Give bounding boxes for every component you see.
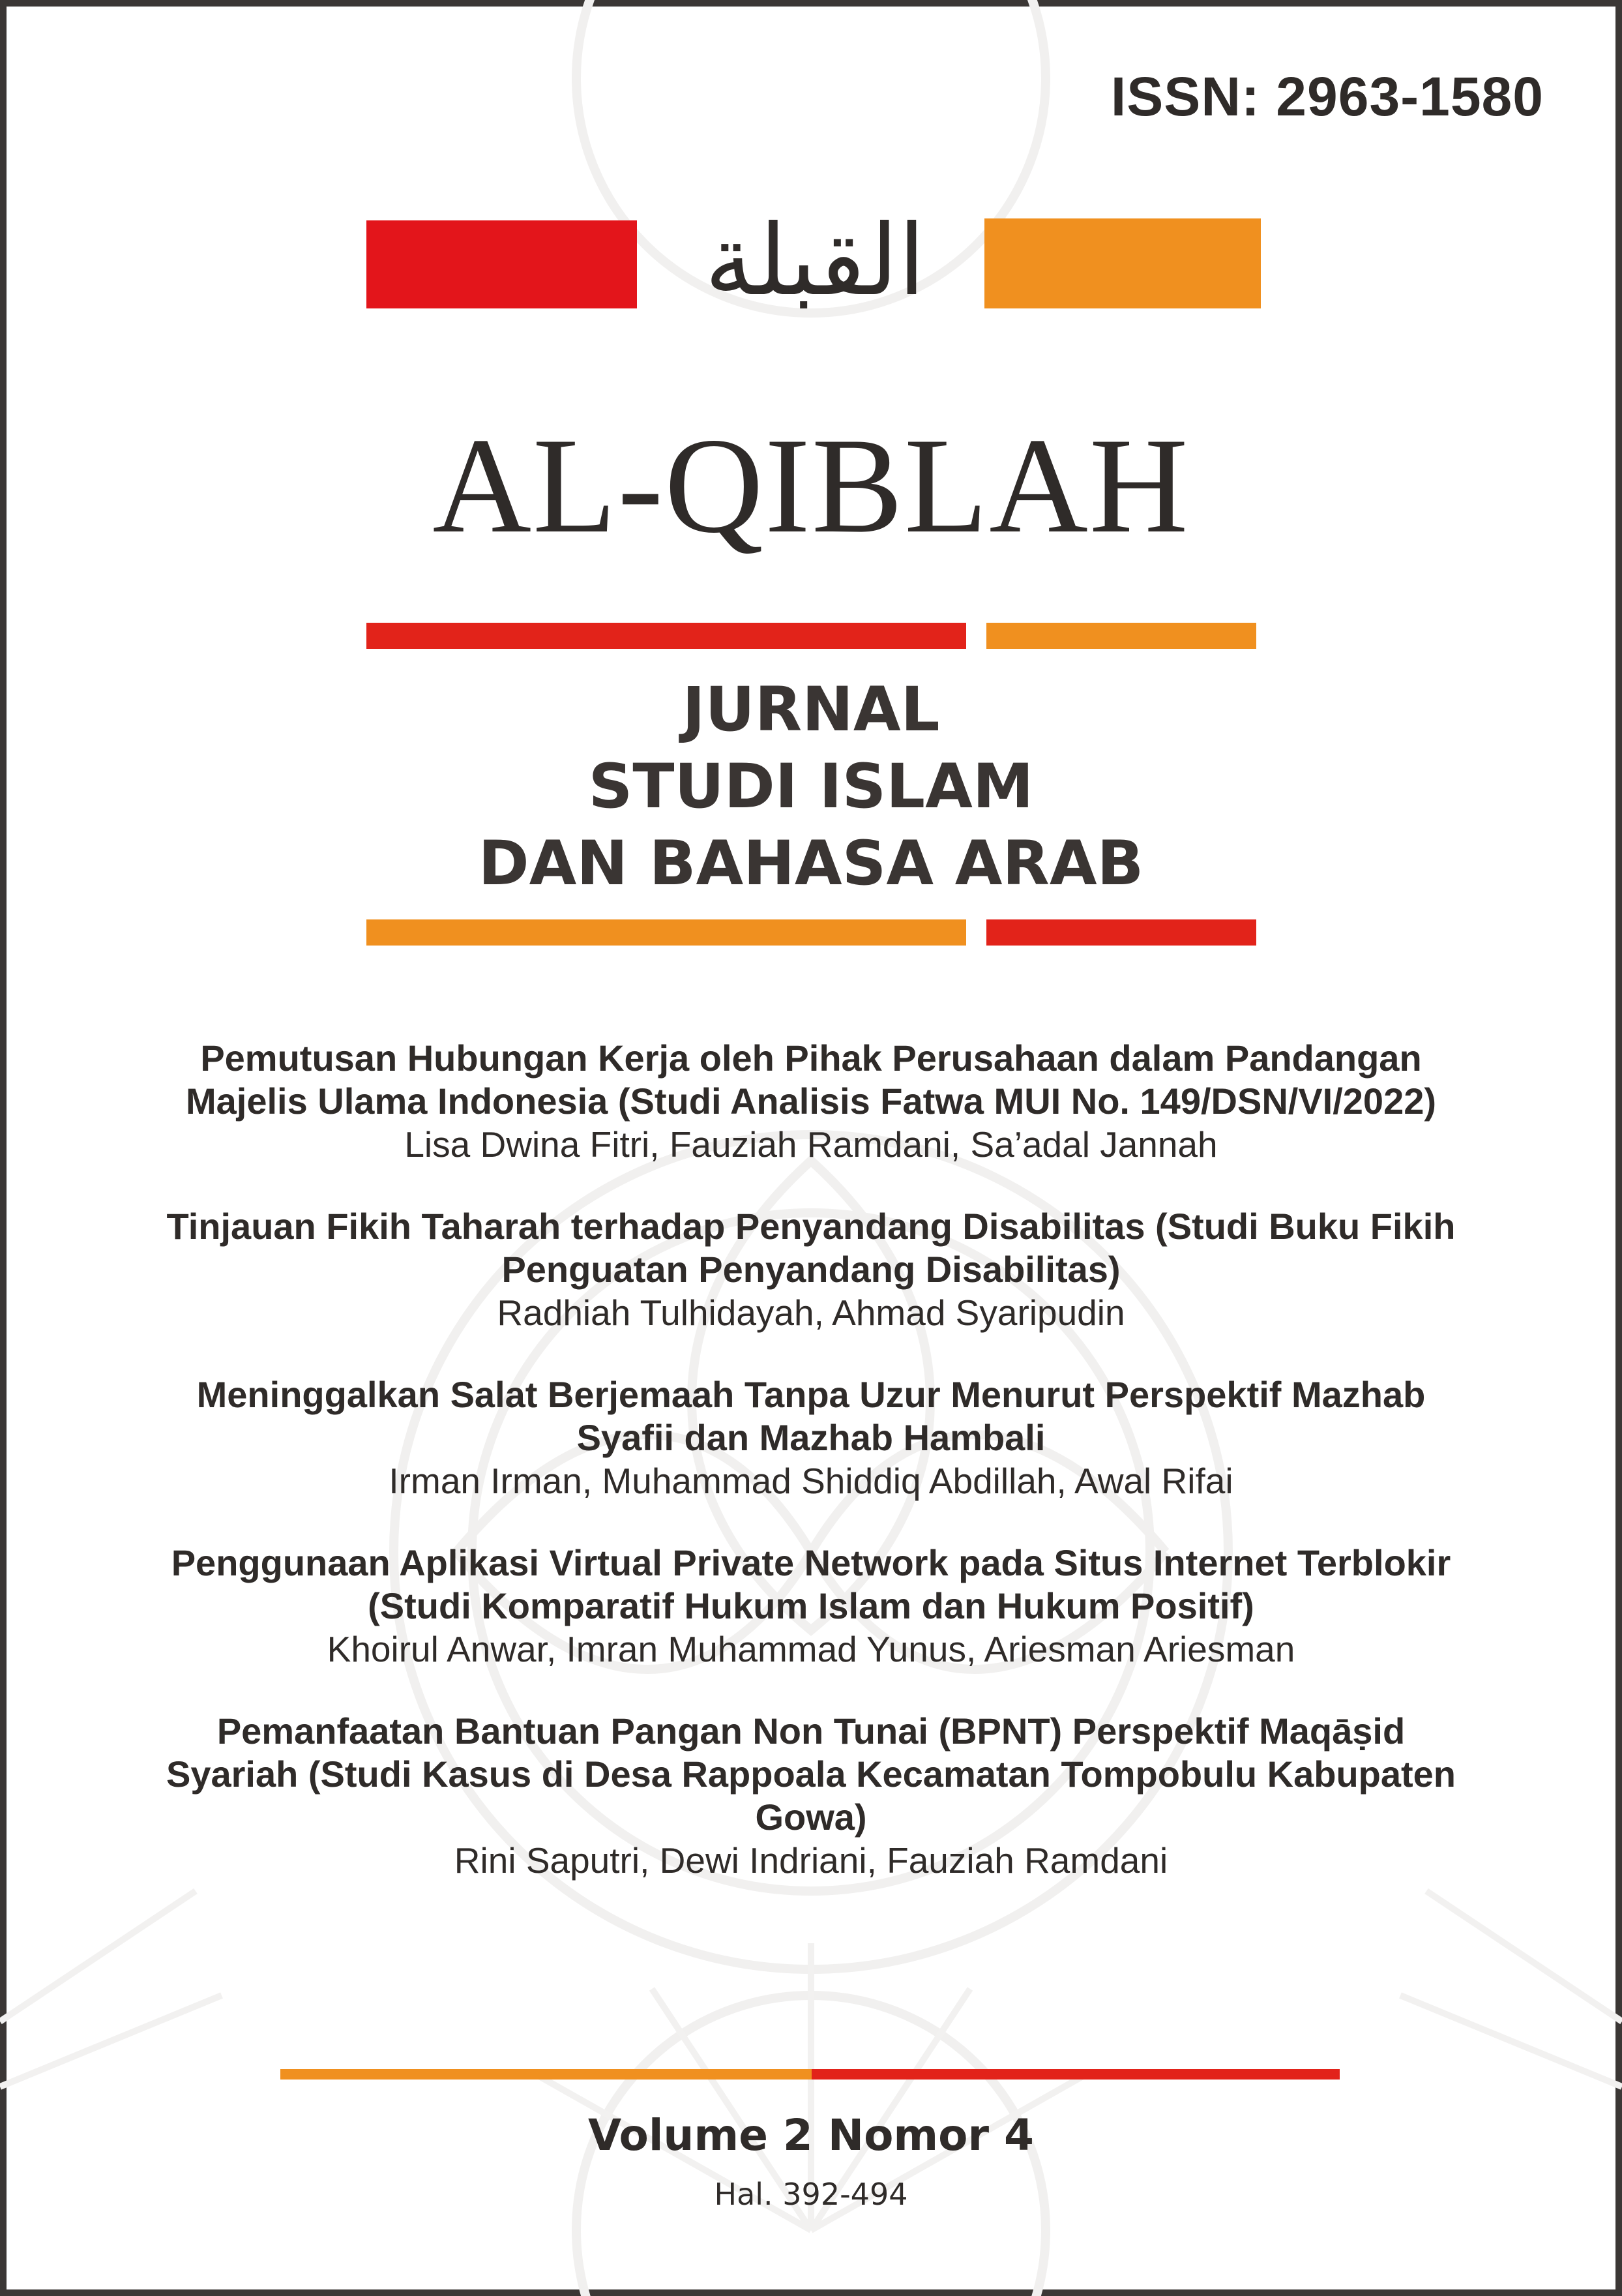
footer-line-orange [280,2069,812,2080]
article-title-line: Penggunaan Aplikasi Virtual Private Network pada Situs Internet Terblokir [171,1542,1451,1583]
article-title-line: Tinjauan Fikih Taharah terhadap Penyandang Disabilitas (Studi Buku Fikih [166,1206,1456,1247]
article-title-line: Pemutusan Hubungan Kerja oleh Pihak Perusahaan dalam Pandangan [200,1037,1422,1079]
logo-name: AL-QIBLAH [432,410,1190,561]
subtitle-line-1: JURNAL [682,674,940,745]
article-title-line: Gowa) [755,1797,867,1838]
article-authors: Lisa Dwina Fitri, Fauziah Ramdani, Sa’adal Jannah [404,1124,1218,1165]
divider-red-top [366,623,966,649]
article-title [130,1037,1492,1123]
subtitle-line-2: STUDI ISLAM [588,751,1034,822]
article-title [130,1542,1492,1628]
article-title [130,1205,1492,1291]
logo-bar-orange-right [984,218,1261,308]
logo-arabic-name: القبلة [704,204,926,318]
divider-orange-bottom [366,919,966,946]
article-title-line: Pemanfaatan Bantuan Pangan Non Tunai (BPNT) Perspektif Maqāṣid [216,1710,1406,1752]
article-title [130,1373,1492,1459]
article-item [130,1710,1492,1882]
article-authors: Irman Irman, Muhammad Shiddiq Abdillah, Awal Rifai [389,1461,1233,1501]
article-title-line: Meninggalkan Salat Berjemaah Tanpa Uzur Menurut Perspektif Mazhab [196,1374,1426,1415]
article-title-line: Majelis Ulama Indonesia (Studi Analisis Fatwa MUI No. 149/DSN/VI/2022) [185,1081,1437,1122]
article-title [130,1710,1492,1839]
article-title-line: Syafii dan Mazhab Hambali [576,1417,1046,1458]
article-item [130,1542,1492,1671]
logo-bar-red-left [366,220,637,308]
journal-subtitle [0,672,1622,902]
volume-label: Volume 2 Nomor 4 [588,2110,1034,2160]
page-range-label: Hal. 392-494 [714,2177,908,2212]
footer-line-red [812,2069,1340,2080]
article-item [130,1037,1492,1166]
subtitle-line-3: DAN BAHASA ARAB [478,828,1144,899]
issn-label: ISSN: 2963-1580 [1110,66,1544,127]
article-title-line: Penguatan Penyandang Disabilitas) [501,1249,1121,1290]
article-authors: Rini Saputri, Dewi Indriani, Fauziah Ramdani [454,1840,1168,1881]
article-list [130,1037,1492,1921]
article-authors: Radhiah Tulhidayah, Ahmad Syaripudin [497,1292,1125,1333]
divider-red-bottom [986,919,1256,946]
article-item [130,1205,1492,1334]
divider-orange-top [986,623,1256,649]
article-title-line: (Studi Komparatif Hukum Islam dan Hukum Positif) [368,1585,1254,1626]
article-item [130,1373,1492,1502]
article-title-line: Syariah (Studi Kasus di Desa Rappoala Kecamatan Tompobulu Kabupaten [166,1753,1456,1795]
article-authors: Khoirul Anwar, Imran Muhammad Yunus, Ariesman Ariesman [327,1629,1295,1669]
